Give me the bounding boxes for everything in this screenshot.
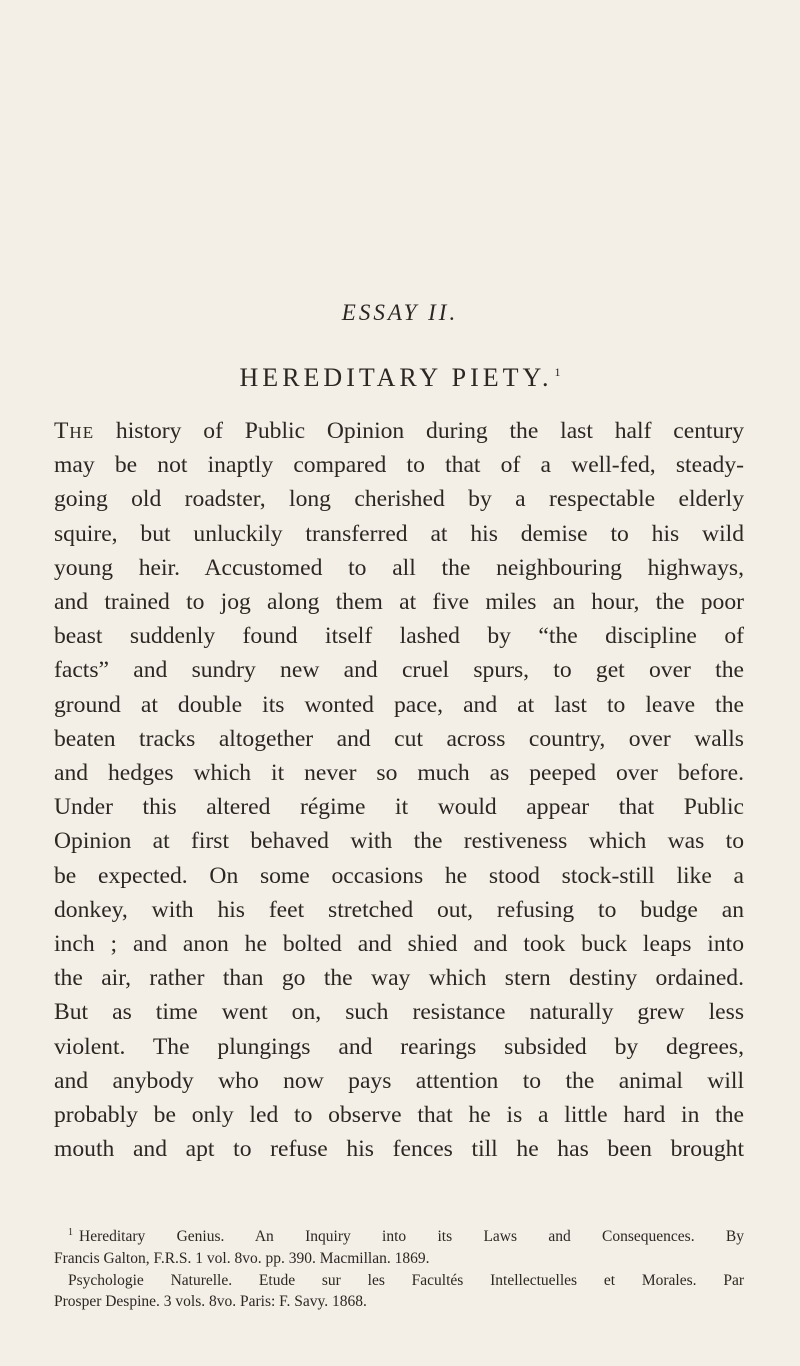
body-line: Opinion at first behaved with the restiveness which was to xyxy=(54,828,744,855)
opening-word: The xyxy=(54,418,95,444)
footnote-line: Francis Galton, F.R.S. 1 vol. 8vo. pp. 390. Macmillan. 1869. xyxy=(54,1249,430,1267)
body-line: young heir. Accustomed to all the neighbouring highways, xyxy=(54,554,744,581)
essay-heading: ESSAY II. xyxy=(341,300,459,325)
body-line: and hedges which it never so much as peeped over before. xyxy=(54,760,744,787)
footnotes xyxy=(54,1222,744,1313)
body-line: mouth and apt to refuse his fences till he has been brought xyxy=(54,1136,744,1163)
footnote-line: Psychologie Naturelle. Etude sur les Facultés Intellectuelles et Morales. Par xyxy=(68,1271,744,1289)
body-line: probably be only led to observe that he is a little hard in the xyxy=(54,1102,744,1129)
chapter-footnote-mark: 1 xyxy=(554,365,561,379)
body-line: may be not inaptly compared to that of a well-fed, steady- xyxy=(54,452,744,479)
body-line: inch ; and anon he bolted and shied and took buck leaps into xyxy=(54,931,744,958)
body-line: Under this altered régime it would appear that Public xyxy=(54,794,744,821)
footnote-line: $^1$ Hereditary Genius. An Inquiry into its Laws and Consequences. By xyxy=(68,1227,744,1245)
body-line: facts” and sundry new and cruel spurs, to get over the xyxy=(54,657,744,684)
body-line: The history of Public Opinion during the last half century xyxy=(54,418,744,444)
body-line: donkey, with his feet stretched out, refusing to budge an xyxy=(54,896,744,923)
body-line: beaten tracks altogether and cut across country, over walls xyxy=(54,725,744,752)
body-paragraph xyxy=(54,414,744,1166)
footnote-line: Prosper Despine. 3 vols. 8vo. Paris: F. Savy. 1868. xyxy=(54,1293,367,1311)
body-line: be expected. On some occasions he stood stock-still like a xyxy=(54,862,744,889)
body-line: ground at double its wonted pace, and at last to leave the xyxy=(54,691,744,718)
footnote-mark: 1 xyxy=(68,1227,73,1238)
body-line: beast suddenly found itself lashed by “the discipline of xyxy=(54,623,744,650)
body-line: and anybody who now pays attention to the animal will xyxy=(54,1067,744,1094)
chapter-title-text: HEREDITARY PIETY. xyxy=(239,363,553,392)
chapter-title xyxy=(0,363,800,393)
body-line: going old roadster, long cherished by a respectable elderly xyxy=(54,486,744,513)
body-line: violent. The plungings and rearings subsided by degrees, xyxy=(54,1033,744,1060)
body-line: and trained to jog along them at five miles an hour, the poor xyxy=(54,589,744,616)
body-line: the air, rather than go the way which stern destiny ordained. xyxy=(54,965,744,992)
body-line: squire, but unluckily transferred at his demise to his wild xyxy=(54,520,744,547)
body-line: But as time went on, such resistance naturally grew less xyxy=(54,999,744,1026)
